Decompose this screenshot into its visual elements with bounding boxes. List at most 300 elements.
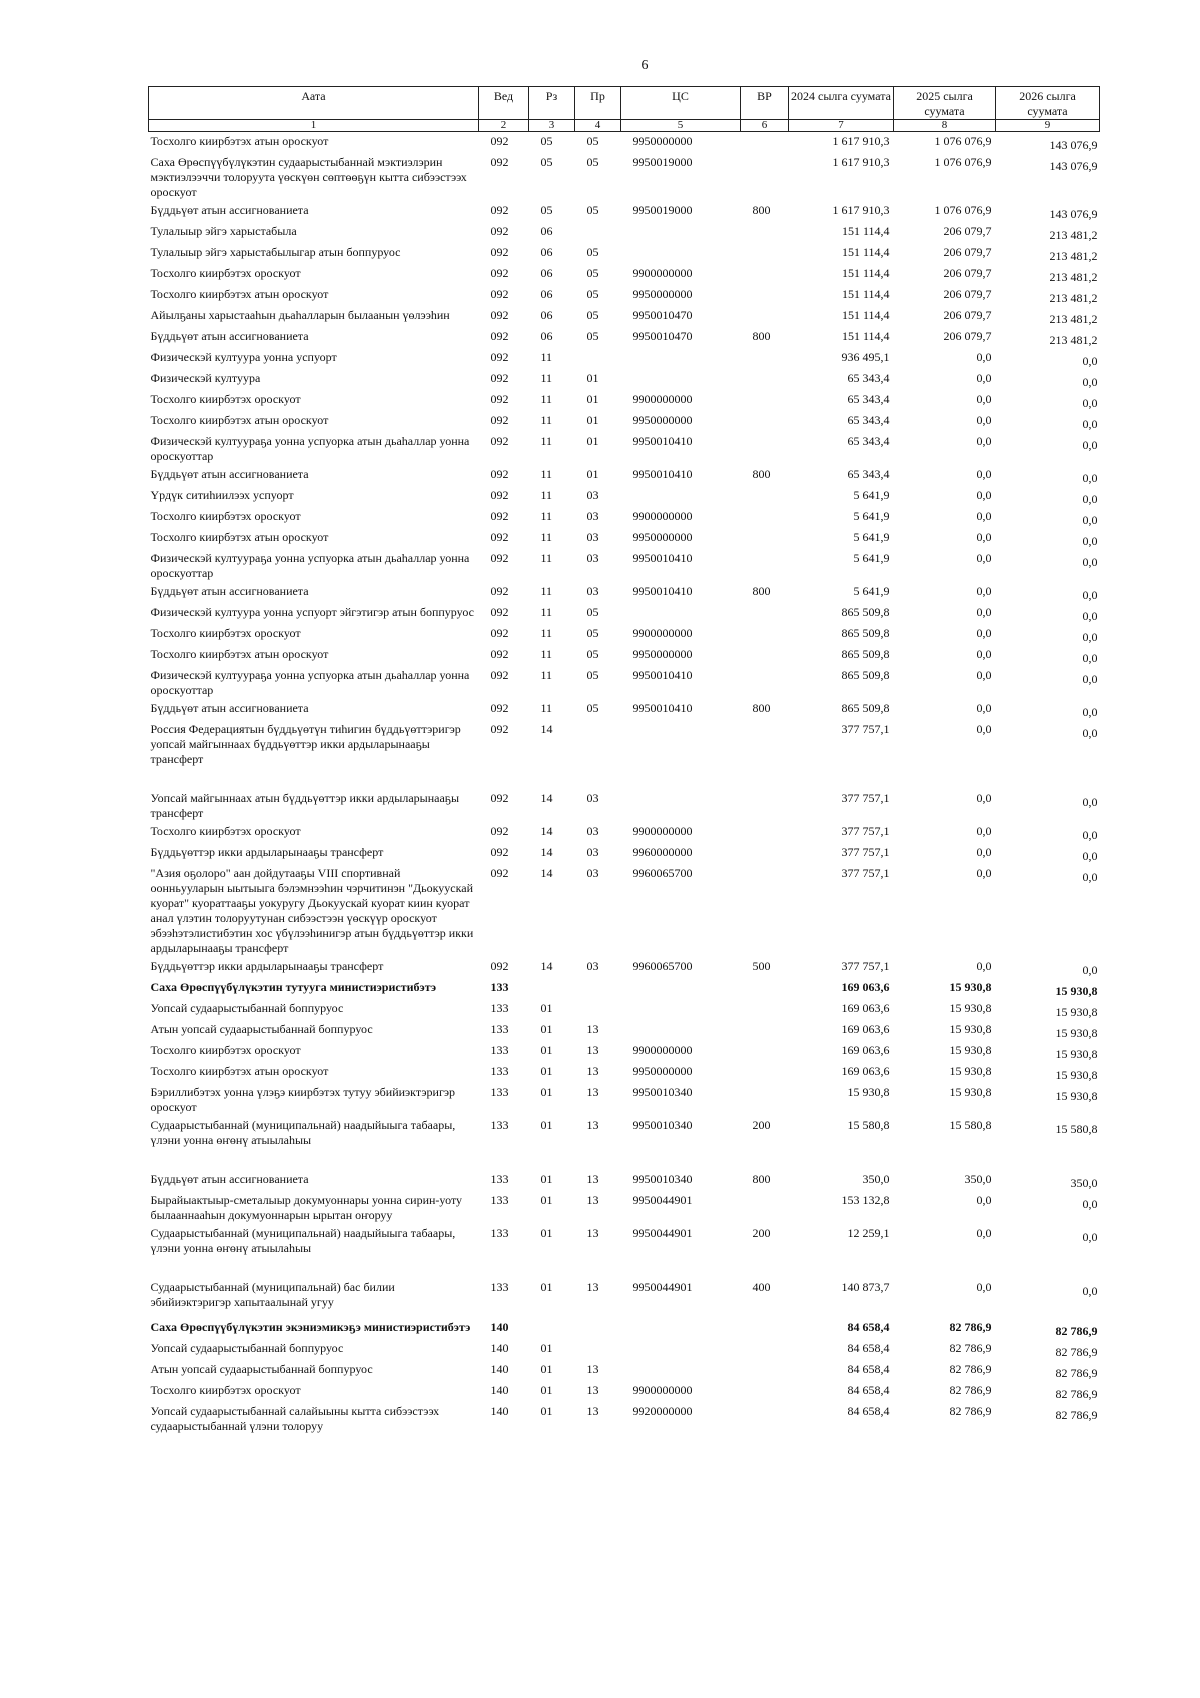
row-name-cell: Физическэй култуураҕа уонна успуорка атын дьаһаллар уонна ороскуоттар: [150, 551, 470, 580]
row-2024-cell: 65 343,4: [847, 413, 890, 427]
row-name-cell: Бүддьүөт атын ассигнованиета: [150, 203, 309, 217]
row-2025-cell: 0,0: [976, 824, 992, 838]
row-ved-cell: 092: [490, 866, 509, 880]
row-2024-cell: 377 757,1: [841, 791, 890, 805]
row-2025-cell: 0,0: [976, 668, 992, 682]
row-2026-cell: 143 076,9: [1049, 207, 1098, 221]
row-pr-cell: 01: [586, 371, 599, 385]
row-2024-cell: 377 757,1: [841, 845, 890, 859]
row-rz-cell: 01: [540, 1383, 553, 1397]
row-ved-cell: 092: [490, 434, 509, 448]
row-pr-cell: 05: [586, 668, 599, 682]
row-pr-cell: 03: [586, 845, 599, 859]
row-name-cell: Тулалыыр эйгэ харыстабылыгар атын боппуруос: [150, 245, 401, 259]
row-rz-cell: 05: [540, 134, 553, 148]
row-2025-cell: 206 079,7: [943, 266, 992, 280]
row-2026-cell: 82 786,9: [1055, 1387, 1098, 1401]
row-name-cell: Тосхолго киирбэтэх ороскуот: [150, 509, 301, 523]
header-row: [149, 87, 1100, 120]
row-2026-cell: 0,0: [1082, 630, 1098, 644]
table-row: [149, 369, 1100, 390]
row-vr-cell: 800: [752, 467, 771, 481]
row-rz-cell: 01: [540, 1341, 553, 1355]
row-ved-cell: 092: [490, 467, 509, 481]
row-2026-cell: 82 786,9: [1055, 1345, 1098, 1359]
row-2026-cell: 213 481,2: [1049, 312, 1098, 326]
row-cs-cell: 9950010410: [632, 551, 693, 565]
row-ved-cell: 092: [490, 392, 509, 406]
row-cs-cell: 9960000000: [632, 845, 693, 859]
row-vr-cell: [741, 822, 789, 843]
row-ved-cell: 092: [490, 605, 509, 619]
row-vr-cell: [741, 549, 789, 582]
row-2024-cell: 865 509,8: [841, 668, 890, 682]
table-row: [149, 1191, 1100, 1224]
row-cs-cell: 9900000000: [632, 266, 693, 280]
row-vr-cell: [741, 132, 789, 154]
row-cs-cell: 9950010470: [632, 329, 693, 343]
table-row: [149, 1224, 1100, 1278]
row-ved-cell: 092: [490, 647, 509, 661]
row-ved-cell: 092: [490, 224, 509, 238]
row-2026-cell: 0,0: [1082, 471, 1098, 485]
row-rz-cell: 05: [540, 203, 553, 217]
row-rz-cell: 11: [540, 350, 553, 364]
row-name-cell: Тосхолго киирбэтэх атын ороскуот: [150, 134, 329, 148]
row-cs-cell: 9950010470: [632, 308, 693, 322]
row-2024-cell: 936 495,1: [841, 350, 890, 364]
row-vr-cell: [741, 720, 789, 789]
row-cs-cell: 9950000000: [632, 647, 693, 661]
table-row: [149, 978, 1100, 999]
row-vr-cell: [741, 603, 789, 624]
row-name-cell: Атын уопсай судаарыстыбаннай боппуруос: [150, 1022, 373, 1036]
row-2025-cell: 206 079,7: [943, 308, 992, 322]
header-ved: Вед: [479, 87, 529, 120]
row-pr-cell: 13: [586, 1022, 599, 1036]
row-cs-cell: [621, 348, 741, 369]
table-row: [149, 507, 1100, 528]
row-2025-cell: 0,0: [976, 392, 992, 406]
row-2024-cell: 151 114,4: [841, 287, 890, 301]
row-pr-cell: 01: [586, 467, 599, 481]
row-2026-cell: 0,0: [1082, 354, 1098, 368]
column-number: 7: [789, 120, 894, 132]
table-row: [149, 1062, 1100, 1083]
row-2024-cell: 1 617 910,3: [832, 203, 890, 217]
row-vr-cell: [741, 1041, 789, 1062]
row-pr-cell: 01: [586, 392, 599, 406]
row-rz-cell: 01: [540, 1022, 553, 1036]
row-pr-cell: [575, 978, 621, 999]
row-name-cell: Тосхолго киирбэтэх ороскуот: [150, 626, 301, 640]
table-row: [149, 348, 1100, 369]
row-cs-cell: 9900000000: [632, 824, 693, 838]
row-cs-cell: [621, 243, 741, 264]
row-2024-cell: 865 509,8: [841, 647, 890, 661]
row-ved-cell: 092: [490, 701, 509, 715]
row-vr-cell: 800: [752, 701, 771, 715]
row-vr-cell: [741, 1339, 789, 1360]
row-2026-cell: 0,0: [1082, 726, 1098, 740]
row-vr-cell: 200: [752, 1118, 771, 1132]
row-cs-cell: 9900000000: [632, 509, 693, 523]
table-row: [149, 624, 1100, 645]
row-ved-cell: 133: [490, 1043, 509, 1057]
row-cs-cell: 9950019000: [632, 155, 693, 169]
row-2024-cell: 377 757,1: [841, 722, 890, 736]
budget-table: [148, 86, 1100, 1435]
table-row: [149, 1360, 1100, 1381]
row-cs-cell: [621, 1360, 741, 1381]
row-rz-cell: 06: [540, 224, 553, 238]
row-pr-cell: 05: [586, 245, 599, 259]
row-rz-cell: 11: [540, 584, 553, 598]
row-pr-cell: [575, 720, 621, 789]
row-rz-cell: 14: [540, 722, 553, 736]
row-2026-cell: 0,0: [1082, 963, 1098, 977]
header-2024: 2024 сылга суумата: [789, 87, 894, 120]
page-number: 6: [641, 58, 649, 73]
row-ved-cell: 140: [490, 1404, 509, 1418]
row-cs-cell: [621, 1339, 741, 1360]
table-row: [149, 789, 1100, 822]
row-2025-cell: 0,0: [976, 647, 992, 661]
row-2025-cell: 82 786,9: [949, 1320, 992, 1334]
row-2024-cell: 65 343,4: [847, 392, 890, 406]
row-cs-cell: [621, 1318, 741, 1339]
table-row: [149, 1170, 1100, 1191]
row-ved-cell: 092: [490, 413, 509, 427]
row-rz-cell: 01: [540, 1085, 553, 1099]
row-vr-cell: [741, 645, 789, 666]
row-ved-cell: 092: [490, 530, 509, 544]
row-vr-cell: [741, 1062, 789, 1083]
row-cs-cell: 9950010340: [632, 1118, 693, 1132]
row-ved-cell: 092: [490, 722, 509, 736]
column-number: 8: [894, 120, 996, 132]
row-ved-cell: 092: [490, 329, 509, 343]
row-2024-cell: 65 343,4: [847, 434, 890, 448]
table-row: [149, 999, 1100, 1020]
row-2024-cell: 84 658,4: [847, 1320, 890, 1334]
row-2025-cell: 206 079,7: [943, 224, 992, 238]
row-name-cell: Саха Өрөспүүбүлүкэтин тутууга министиэристибэтэ: [150, 980, 437, 994]
column-number: 2: [479, 120, 529, 132]
row-pr-cell: 13: [586, 1280, 599, 1294]
row-cs-cell: [621, 720, 741, 789]
row-name-cell: Тосхолго киирбэтэх ороскуот: [150, 266, 301, 280]
row-pr-cell: [575, 222, 621, 243]
table-row: [149, 285, 1100, 306]
row-cs-cell: 9960065700: [632, 959, 693, 973]
row-vr-cell: [741, 264, 789, 285]
row-rz-cell: 11: [540, 392, 553, 406]
row-2024-cell: 65 343,4: [847, 467, 890, 481]
row-cs-cell: 9950010410: [632, 584, 693, 598]
row-2024-cell: 15 930,8: [847, 1085, 890, 1099]
table-row: [149, 1041, 1100, 1062]
row-2026-cell: 0,0: [1082, 609, 1098, 623]
row-rz-cell: [529, 1318, 575, 1339]
row-vr-cell: [741, 411, 789, 432]
row-pr-cell: 03: [586, 488, 599, 502]
row-2025-cell: 0,0: [976, 791, 992, 805]
row-vr-cell: [741, 1318, 789, 1339]
row-2024-cell: 5 641,9: [853, 584, 890, 598]
row-2025-cell: 206 079,7: [943, 287, 992, 301]
row-name-cell: Тосхолго киирбэтэх атын ороскуот: [150, 530, 329, 544]
row-pr-cell: [575, 348, 621, 369]
row-vr-cell: [741, 348, 789, 369]
row-rz-cell: 06: [540, 308, 553, 322]
row-rz-cell: 06: [540, 329, 553, 343]
row-ved-cell: 092: [490, 584, 509, 598]
table-row: [149, 1381, 1100, 1402]
row-pr-cell: 03: [586, 584, 599, 598]
row-pr-cell: 05: [586, 701, 599, 715]
row-cs-cell: [621, 369, 741, 390]
row-pr-cell: 13: [586, 1193, 599, 1207]
row-rz-cell: 05: [540, 155, 553, 169]
row-2026-cell: 0,0: [1082, 513, 1098, 527]
row-vr-cell: [741, 864, 789, 957]
table-row: [149, 1083, 1100, 1116]
table-row: [149, 843, 1100, 864]
row-rz-cell: 11: [540, 413, 553, 427]
row-2024-cell: 151 114,4: [841, 224, 890, 238]
row-2026-cell: 0,0: [1082, 588, 1098, 602]
row-2026-cell: 0,0: [1082, 417, 1098, 431]
row-2026-cell: 0,0: [1082, 1197, 1098, 1211]
row-rz-cell: 11: [540, 701, 553, 715]
row-2024-cell: 350,0: [862, 1172, 890, 1186]
row-ved-cell: 133: [490, 1022, 509, 1036]
row-rz-cell: 11: [540, 668, 553, 682]
row-pr-cell: 05: [586, 626, 599, 640]
row-2026-cell: 82 786,9: [1055, 1408, 1098, 1422]
row-2025-cell: 15 930,8: [949, 980, 992, 994]
table-row: [149, 1318, 1100, 1339]
column-number: 1: [149, 120, 479, 132]
row-name-cell: Уопсай судаарыстыбаннай боппуруос: [150, 1341, 344, 1355]
row-name-cell: Физическэй култуура уонна успуорт: [150, 350, 337, 364]
row-cs-cell: 9900000000: [632, 1383, 693, 1397]
row-rz-cell: 01: [540, 1118, 553, 1132]
row-name-cell: Тосхолго киирбэтэх ороскуот: [150, 1383, 301, 1397]
row-cs-cell: 9900000000: [632, 392, 693, 406]
row-vr-cell: [741, 1381, 789, 1402]
header-pr: Пр: [575, 87, 621, 120]
row-2024-cell: 377 757,1: [841, 824, 890, 838]
row-name-cell: Уопсай судаарыстыбаннай боппуруос: [150, 1001, 344, 1015]
budget-table-container: [148, 86, 1099, 1435]
row-2024-cell: 377 757,1: [841, 866, 890, 880]
row-cs-cell: 9950044901: [632, 1193, 693, 1207]
row-2026-cell: 0,0: [1082, 438, 1098, 452]
row-rz-cell: 01: [540, 1064, 553, 1078]
row-vr-cell: [741, 1083, 789, 1116]
row-2026-cell: 213 481,2: [1049, 270, 1098, 284]
row-2024-cell: 5 641,9: [853, 509, 890, 523]
row-vr-cell: [741, 243, 789, 264]
row-ved-cell: 140: [490, 1383, 509, 1397]
row-rz-cell: 01: [540, 1362, 553, 1376]
row-2025-cell: 82 786,9: [949, 1383, 992, 1397]
row-rz-cell: 11: [540, 530, 553, 544]
row-name-cell: Россия Федерациятын бүддьүөтүн тиһигин бүддьүөттэригэр уопсай майгыннаах бүддьүөттэр икки ардыларынааҕы трансферт: [150, 722, 461, 766]
table-row: [149, 582, 1100, 603]
table-row: [149, 957, 1100, 978]
row-2026-cell: 0,0: [1082, 828, 1098, 842]
row-2025-cell: 15 930,8: [949, 1064, 992, 1078]
column-number-row: [149, 120, 1100, 132]
row-2024-cell: 1 617 910,3: [832, 155, 890, 169]
table-row: [149, 243, 1100, 264]
row-2025-cell: 0,0: [976, 371, 992, 385]
row-2024-cell: 153 132,8: [841, 1193, 890, 1207]
row-ved-cell: 133: [490, 980, 509, 994]
row-ved-cell: 133: [490, 1001, 509, 1015]
table-row: [149, 645, 1100, 666]
row-rz-cell: 01: [540, 1193, 553, 1207]
row-cs-cell: 9950000000: [632, 413, 693, 427]
row-name-cell: Физическэй култуура: [150, 371, 261, 385]
table-row: [149, 411, 1100, 432]
row-vr-cell: [741, 432, 789, 465]
row-name-cell: Судаарыстыбаннай (муниципальнай) наадыйыыга табаары, үлэни уонна өҥөнү атыылаһыы: [150, 1226, 456, 1255]
row-ved-cell: 092: [490, 266, 509, 280]
row-2024-cell: 65 343,4: [847, 371, 890, 385]
row-cs-cell: [621, 486, 741, 507]
table-row: [149, 1278, 1100, 1318]
row-cs-cell: 9950010340: [632, 1172, 693, 1186]
row-2025-cell: 82 786,9: [949, 1362, 992, 1376]
row-ved-cell: 092: [490, 203, 509, 217]
row-vr-cell: 800: [752, 1172, 771, 1186]
row-rz-cell: 11: [540, 605, 553, 619]
row-pr-cell: 13: [586, 1383, 599, 1397]
row-ved-cell: 092: [490, 245, 509, 259]
row-2024-cell: 84 658,4: [847, 1362, 890, 1376]
row-name-cell: Бэриллибэтэх уонна үлэҕэ киирбэтэх тутуу эбийиэктэригэр ороскуот: [150, 1085, 456, 1114]
row-pr-cell: 05: [586, 308, 599, 322]
row-pr-cell: 03: [586, 551, 599, 565]
row-rz-cell: 06: [540, 245, 553, 259]
row-vr-cell: [741, 528, 789, 549]
column-number: 4: [575, 120, 621, 132]
row-name-cell: Тосхолго киирбэтэх атын ороскуот: [150, 647, 329, 661]
row-2025-cell: 0,0: [976, 530, 992, 544]
row-2026-cell: 0,0: [1082, 375, 1098, 389]
row-vr-cell: 800: [752, 203, 771, 217]
row-vr-cell: [741, 624, 789, 645]
row-2025-cell: 0,0: [976, 434, 992, 448]
row-2025-cell: 15 930,8: [949, 1001, 992, 1015]
row-2025-cell: 0,0: [976, 413, 992, 427]
row-vr-cell: [741, 1191, 789, 1224]
row-2024-cell: 5 641,9: [853, 530, 890, 544]
row-name-cell: "Азия оҕолоро" аан дойдутааҕы VIII спортивнай оонньууларын ыытыыга бэлэмнээһин чэрчитинэн "Дьокуускай куорат" куораттааҕы уокуругу Дьокуускай куорат киин куорат анал үлэтин толоруутунан сибээстээн үөскүүр ороскуот эбээһэтэлистибэтин хос үбүлээһинигэр атын бүддьүөттэр икки ардыларынааҕы трансферт: [150, 866, 474, 955]
row-vr-cell: [741, 285, 789, 306]
row-2025-cell: 15 930,8: [949, 1085, 992, 1099]
row-cs-cell: 9950010410: [632, 668, 693, 682]
row-pr-cell: 13: [586, 1085, 599, 1099]
row-name-cell: Тосхолго киирбэтэх атын ороскуот: [150, 413, 329, 427]
row-vr-cell: [741, 999, 789, 1020]
row-2025-cell: 0,0: [976, 626, 992, 640]
row-rz-cell: 01: [540, 1043, 553, 1057]
row-pr-cell: 03: [586, 866, 599, 880]
table-row: [149, 153, 1100, 201]
row-cs-cell: 9950000000: [632, 1064, 693, 1078]
row-2026-cell: 15 580,8: [1055, 1122, 1098, 1136]
row-vr-cell: [741, 1020, 789, 1041]
row-ved-cell: 133: [490, 1226, 509, 1240]
header-vr: ВР: [741, 87, 789, 120]
row-2025-cell: 0,0: [976, 1280, 992, 1294]
row-2025-cell: 15 580,8: [949, 1118, 992, 1132]
row-ved-cell: 140: [490, 1362, 509, 1376]
table-row: [149, 1020, 1100, 1041]
row-name-cell: Физическэй култуураҕа уонна успуорка атын дьаһаллар уонна ороскуоттар: [150, 434, 470, 463]
row-name-cell: Тулалыыр эйгэ харыстабыла: [150, 224, 297, 238]
row-pr-cell: 13: [586, 1362, 599, 1376]
row-2026-cell: 0,0: [1082, 651, 1098, 665]
table-row: [149, 264, 1100, 285]
row-rz-cell: 06: [540, 266, 553, 280]
row-2024-cell: 5 641,9: [853, 488, 890, 502]
row-2026-cell: 15 930,8: [1055, 1068, 1098, 1082]
table-row: [149, 327, 1100, 348]
row-2025-cell: 15 930,8: [949, 1043, 992, 1057]
row-pr-cell: 03: [586, 959, 599, 973]
row-2026-cell: 15 930,8: [1055, 1047, 1098, 1061]
row-2026-cell: 82 786,9: [1055, 1366, 1098, 1380]
row-rz-cell: 11: [540, 551, 553, 565]
table-row: [149, 1339, 1100, 1360]
row-pr-cell: 13: [586, 1226, 599, 1240]
row-2026-cell: 0,0: [1082, 795, 1098, 809]
row-ved-cell: 092: [490, 959, 509, 973]
header-2026: 2026 сылга суумата: [996, 87, 1100, 120]
row-ved-cell: 133: [490, 1280, 509, 1294]
row-2024-cell: 1 617 910,3: [832, 134, 890, 148]
row-name-cell: Саха Өрөспүүбүлүкэтин экэниэмикэҕэ министиэристибэтэ: [150, 1320, 471, 1334]
row-2024-cell: 84 658,4: [847, 1383, 890, 1397]
row-2025-cell: 0,0: [976, 467, 992, 481]
row-ved-cell: 092: [490, 287, 509, 301]
table-row: [149, 603, 1100, 624]
table-row: [149, 201, 1100, 222]
row-vr-cell: [741, 1360, 789, 1381]
table-row: [149, 132, 1100, 154]
row-2024-cell: 84 658,4: [847, 1404, 890, 1418]
table-row: [149, 549, 1100, 582]
row-ved-cell: 133: [490, 1193, 509, 1207]
row-ved-cell: 092: [490, 509, 509, 523]
row-2026-cell: 213 481,2: [1049, 333, 1098, 347]
row-name-cell: Айылҕаны харыстааһын дьаһалларын былаанын үөлээһин: [150, 308, 450, 322]
row-2026-cell: 0,0: [1082, 672, 1098, 686]
row-rz-cell: 14: [540, 824, 553, 838]
table-row: [149, 666, 1100, 699]
row-rz-cell: 11: [540, 488, 553, 502]
header-cs: ЦС: [621, 87, 741, 120]
row-name-cell: Үрдүк ситиһиилээх успуорт: [150, 488, 294, 502]
column-number: 9: [996, 120, 1100, 132]
table-row: [149, 864, 1100, 957]
